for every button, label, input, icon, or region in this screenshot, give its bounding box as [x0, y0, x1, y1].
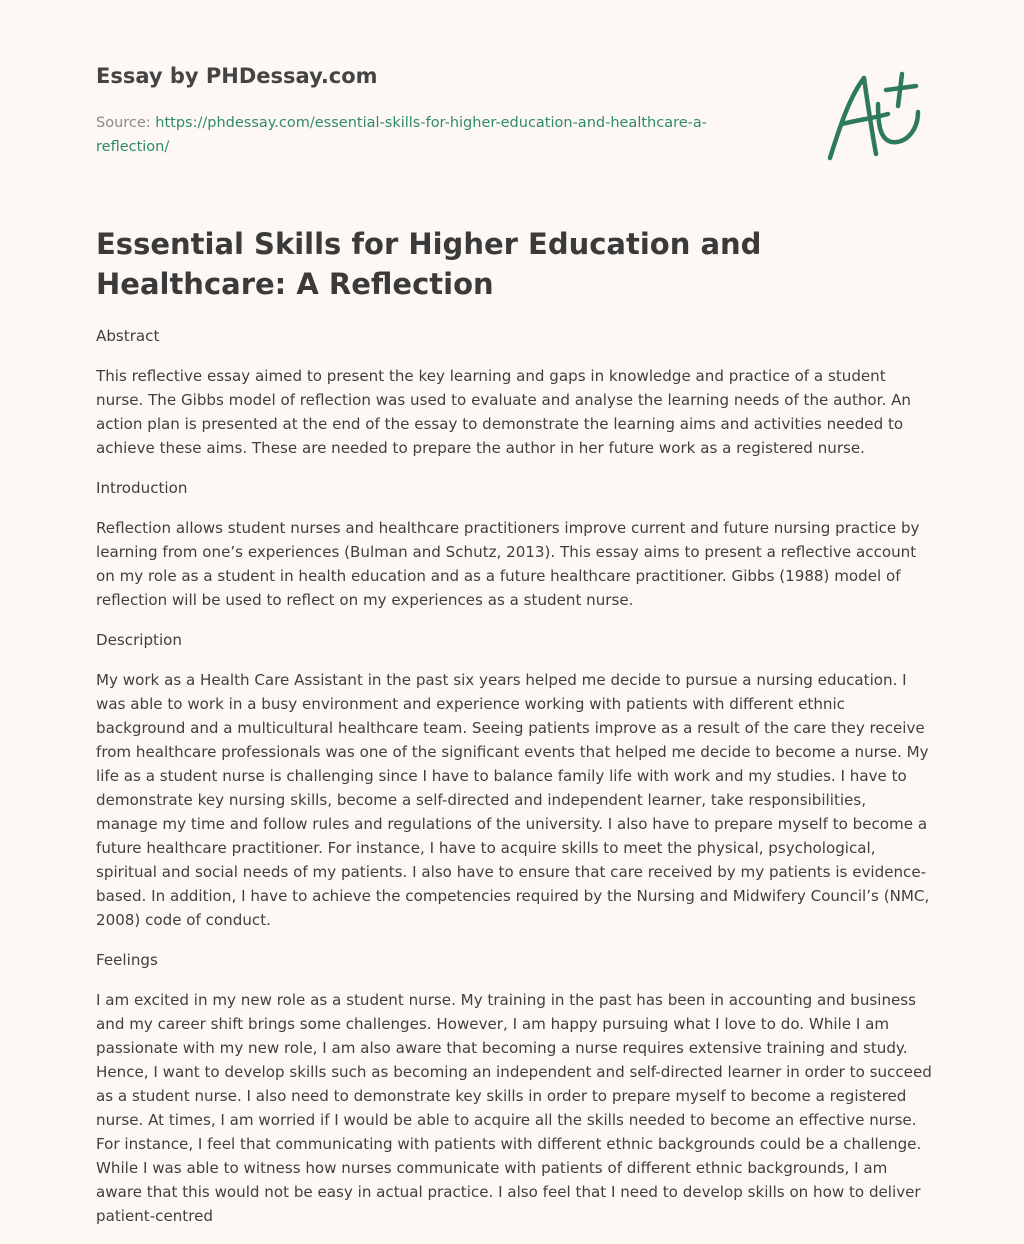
source-link[interactable]: https://phdessay.com/essential-skills-for-higher-education-and-healthcare-a-reflection/	[96, 115, 707, 155]
source-line	[96, 111, 736, 159]
a-plus-logo-icon	[818, 66, 930, 168]
essay-content	[96, 324, 932, 1244]
section-heading-description: Description	[96, 631, 182, 649]
section-body-description: My work as a Health Care Assistant in the past six years helped me decide to pursue a nursing education. I was able to work in a busy environment and experience working with patients with different ethnic background and a multicultural healthcare team. Seeing patients improve as a result of the care they receive from healthcare professionals was one of the significant events that helped me decide to become a nurse. My life as a student nurse is challenging since I have to balance family life with work and my studies. I have to demonstrate key nursing skills, become a self-directed and independent learner, take responsibilities, manage my time and follow rules and regulations of the university. I also have to prepare myself to become a future healthcare practitioner. For instance, I have to acquire skills to meet the physical, psychological, spiritual and social needs of my patients. I also have to ensure that care received by my patients is evidence-based. In addition, I have to achieve the competencies required by the Nursing and Midwifery Council’s (NMC, 2008) code of conduct.	[96, 671, 930, 929]
section-heading-abstract: Abstract	[96, 327, 160, 345]
section-body-introduction: Reflection allows student nurses and healthcare practitioners improve current and future nursing practice by learning from one’s experiences (Bulman and Schutz, 2013). This essay aims to present a reflective account on my role as a student in health education and as a future healthcare practitioner. Gibbs (1988) model of reflection will be used to reflect on my experiences as a student nurse.	[96, 519, 920, 609]
essay-title: Essential Skills for Higher Education and Healthcare: A Reflection	[96, 227, 762, 301]
section-body-feelings: I am excited in my new role as a student nurse. My training in the past has been in accounting and business and my career shift brings some challenges. However, I am happy pursuing what I love to do. While I am passionate with my new role, I am also aware that becoming a nurse requires extensive training and study. Hence, I want to develop skills such as becoming an independent and self-directed learner in order to succeed as a student nurse. I also need to demonstrate key skills in order to prepare myself to become a registered nurse. At times, I am worried if I would be able to acquire all the skills needed to become an effective nurse. For instance, I feel that communicating with patients with different ethnic backgrounds could be a challenge. While I was able to witness how nurses communicate with patients of different ethnic backgrounds, I am aware that this would not be easy in actual practice. I also feel that I need to develop skills on how to deliver patient-centred	[96, 991, 932, 1225]
site-title: Essay by PHDessay.com	[96, 64, 378, 88]
section-body-abstract: This reflective essay aimed to present the key learning and gaps in knowledge and practice of a student nurse. The Gibbs model of reflection was used to evaluate and analyse the learning needs of the author. An action plan is presented at the end of the essay to demonstrate the learning aims and activities needed to achieve these aims. These are needed to prepare the author in her future work as a registered nurse.	[96, 367, 911, 457]
section-heading-feelings: Feelings	[96, 951, 158, 969]
source-label: Source:	[96, 115, 151, 131]
section-heading-introduction: Introduction	[96, 479, 188, 497]
